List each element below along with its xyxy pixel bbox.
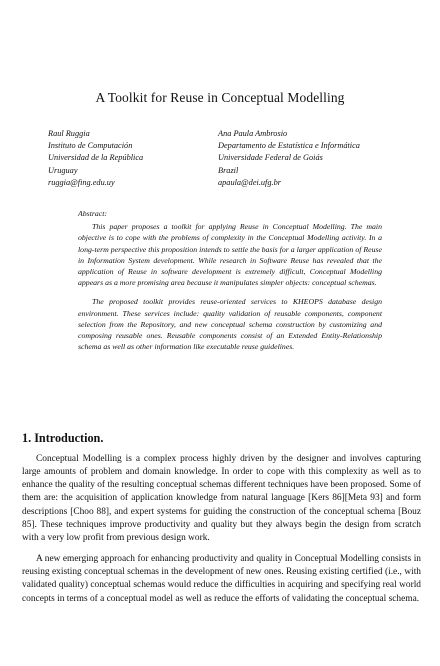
author-institution: Universidad de la República <box>48 153 144 163</box>
abstract-heading: Abstract: <box>78 209 108 218</box>
paper-title: A Toolkit for Reuse in Conceptual Modelling <box>95 90 345 105</box>
author-country: Uruguay <box>48 165 78 175</box>
author-email: apaula@dei.ufg.br <box>218 177 281 187</box>
author-block-1 <box>48 128 143 189</box>
body-paragraph: Conceptual Modelling is a complex process highly driven by the designer and involves capturing large amounts of problem and domain knowledge. In order to cope with this complexity as well as to enhance the quality of the resulting conceptual schemas different techniques have been proposed. Some of them are: the acquisition of application knowledge from natural language [Kers 86][Meta 93] and form descriptions [Choo 88], and expert systems for guiding the construction of the conceptual schema [Bouz 85]. These techniques improve productivity and quality but they always begin the design from scratch with a very low profit from previous design work. <box>22 454 421 543</box>
body-paragraph: A new emerging approach for enhancing productivity and quality in Conceptual Modelling consists in reusing existing conceptual schemas in the development of new ones. Reusing existing certified (i.e., with validated quality) conceptual schemas would reduce the difficulties in acquiring and specifying real world concepts in terms of a conceptual model as well as reduce the efforts of validating the conceptual schema. <box>22 554 421 604</box>
abstract <box>78 208 382 352</box>
abstract-paragraph: This paper proposes a toolkit for applying Reuse in Conceptual Modelling. The main objective is to cope with the problems of complexity in the Conceptual Modelling activity. In a long-term perspective this proposition intends to settle the basis for a larger application of Reuse in Information System development. While research in Software Reuse has revealed that the application of Reuse in software development is extremely difficult, Conceptual Modelling appears as a more promising area because it manipulates simpler objects: conceptual schemas. <box>78 222 382 288</box>
author-affiliation: Instituto de Computación <box>48 141 133 151</box>
author-country: Brazil <box>218 165 239 175</box>
section-heading: 1. Introduction. <box>22 431 104 445</box>
author-block-2 <box>218 128 360 189</box>
author-institution: Universidade Federal de Goiás <box>218 153 323 163</box>
author-name: Ana Paula Ambrosio <box>218 129 288 138</box>
abstract-paragraph: The proposed toolkit provides reuse-oriented services to KHEOPS database design environment. These services include: quality validation of reusable components, component selection from the Repository, and new conceptual schema construction by customizing and composing reusable ones. Reusable components consist of an Extended Entity-Relationship schema as well as other information like executable reuse guidelines. <box>78 297 382 352</box>
section-body <box>22 453 421 606</box>
author-email: ruggia@fing.edu.uy <box>48 177 115 187</box>
author-affiliation: Departamento de Estatística e Informática <box>218 141 360 151</box>
author-name: Raul Ruggia <box>48 129 90 138</box>
